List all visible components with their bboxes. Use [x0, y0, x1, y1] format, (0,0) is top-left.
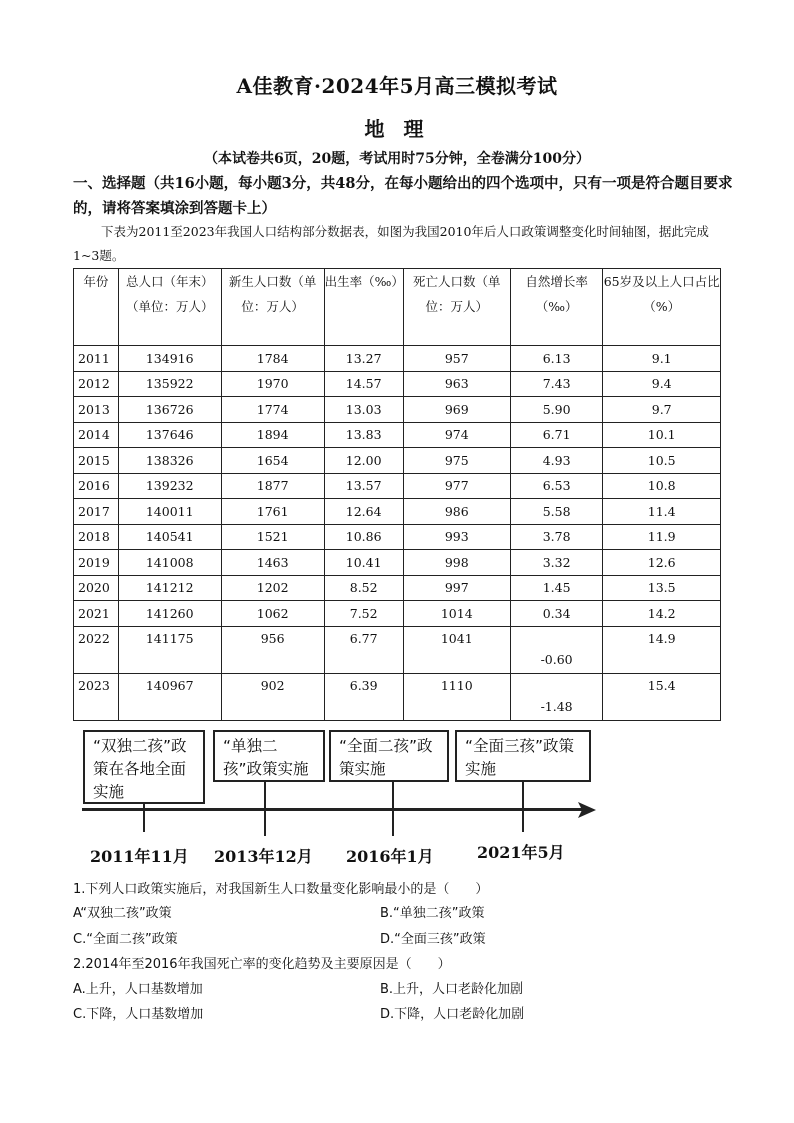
option-c: C.下降，人口基数增加	[73, 1007, 204, 1022]
cell: 13.03	[324, 397, 403, 423]
header-aged-65-share: 65岁及以上人口占比（%）	[603, 269, 721, 346]
cell: 2019	[74, 550, 119, 576]
cell: 1784	[221, 346, 324, 372]
cell: 141175	[118, 626, 221, 673]
cell: 0.34	[510, 601, 603, 627]
cell: 10.41	[324, 550, 403, 576]
table-row	[74, 550, 721, 576]
timeline-date: 2013年12月	[214, 847, 313, 866]
cell: 2016	[74, 473, 119, 499]
cell: 1463	[221, 550, 324, 576]
cell: 137646	[118, 422, 221, 448]
population-table	[73, 268, 721, 721]
timeline-event-box	[213, 730, 325, 782]
timeline-tick	[522, 782, 524, 832]
cell: 12.00	[324, 448, 403, 474]
table-row	[74, 473, 721, 499]
header-births: 新生人口数（单位：万人）	[221, 269, 324, 346]
cell: 2014	[74, 422, 119, 448]
cell: 993	[403, 524, 510, 550]
cell: 10.5	[603, 448, 721, 474]
cell: 1014	[403, 601, 510, 627]
cell: 1.45	[510, 575, 603, 601]
cell: 135922	[118, 371, 221, 397]
cell: 1894	[221, 422, 324, 448]
cell: 139232	[118, 473, 221, 499]
cell: 10.8	[603, 473, 721, 499]
cell: 12.64	[324, 499, 403, 525]
header-deaths: 死亡人口数（单位：万人）	[403, 269, 510, 346]
arrow-head-icon	[578, 802, 598, 818]
cell: 6.13	[510, 346, 603, 372]
cell: 13.57	[324, 473, 403, 499]
timeline-event-label: “双独二孩”政策在各地全面实施	[93, 737, 187, 801]
header-birth-rate: 出生率（‰）	[324, 269, 403, 346]
cell: 1970	[221, 371, 324, 397]
option-a: A“双独二孩”政策	[73, 906, 172, 921]
cell: 5.90	[510, 397, 603, 423]
table-row	[74, 575, 721, 601]
timeline-event-box	[455, 730, 591, 782]
cell: 2015	[74, 448, 119, 474]
cell: 6.53	[510, 473, 603, 499]
cell: 957	[403, 346, 510, 372]
cell: 7.52	[324, 601, 403, 627]
option-c: C.“全面二孩”政策	[73, 932, 178, 947]
header-total-population: 总人口（年末）（单位：万人）	[118, 269, 221, 346]
cell: 1774	[221, 397, 324, 423]
cell: 1654	[221, 448, 324, 474]
table-row	[74, 499, 721, 525]
cell: 10.86	[324, 524, 403, 550]
cell: 1202	[221, 575, 324, 601]
cell: -1.48	[510, 673, 603, 720]
timeline-event-label: “全面二孩”政策实施	[339, 737, 433, 778]
table-row	[74, 601, 721, 627]
table-row	[74, 626, 721, 673]
cell: 9.1	[603, 346, 721, 372]
cell: 2020	[74, 575, 119, 601]
cell: 9.7	[603, 397, 721, 423]
cell: 2023	[74, 673, 119, 720]
cell: 986	[403, 499, 510, 525]
timeline-event-label: “单独二孩”政策实施	[223, 737, 309, 778]
subject-title: 地 理	[364, 117, 430, 141]
cell: 902	[221, 673, 324, 720]
cell: 2017	[74, 499, 119, 525]
cell: 1110	[403, 673, 510, 720]
cell: 969	[403, 397, 510, 423]
timeline-event-box	[329, 730, 449, 782]
cell: -0.60	[510, 626, 603, 673]
cell: 141008	[118, 550, 221, 576]
cell: 998	[403, 550, 510, 576]
cell: 140967	[118, 673, 221, 720]
timeline-date: 2016年1月	[346, 847, 434, 866]
option-b: B.上升，人口老龄化加剧	[380, 982, 524, 997]
cell: 140011	[118, 499, 221, 525]
cell: 6.71	[510, 422, 603, 448]
table-row	[74, 397, 721, 423]
cell: 136726	[118, 397, 221, 423]
cell: 7.43	[510, 371, 603, 397]
cell: 4.93	[510, 448, 603, 474]
exam-title: A佳教育·2024年5月高三模拟考试	[236, 74, 558, 98]
table-row	[74, 346, 721, 372]
cell: 13.27	[324, 346, 403, 372]
cell: 2021	[74, 601, 119, 627]
cell: 138326	[118, 448, 221, 474]
cell: 977	[403, 473, 510, 499]
cell: 141260	[118, 601, 221, 627]
cell: 3.78	[510, 524, 603, 550]
cell: 14.57	[324, 371, 403, 397]
header-year: 年份	[74, 269, 119, 346]
cell: 2018	[74, 524, 119, 550]
intro-text: 下表为2011至2023年我国人口结构部分数据表，如图为我国2010年后人口政策调整变化时间轴图，据此完成1~3题。	[73, 224, 709, 263]
cell: 1877	[221, 473, 324, 499]
cell: 956	[221, 626, 324, 673]
option-d: D.“全面三孩”政策	[380, 932, 486, 947]
cell: 2011	[74, 346, 119, 372]
cell: 13.5	[603, 575, 721, 601]
table-row	[74, 371, 721, 397]
timeline-axis	[82, 808, 582, 811]
timeline-date: 2021年5月	[477, 843, 565, 862]
policy-timeline	[70, 722, 600, 872]
timeline-event-box	[83, 730, 205, 804]
cell: 12.6	[603, 550, 721, 576]
cell: 8.52	[324, 575, 403, 601]
option-a: A.上升，人口基数增加	[73, 982, 203, 997]
cell: 2013	[74, 397, 119, 423]
cell: 5.58	[510, 499, 603, 525]
option-b: B.“单独二孩”政策	[380, 906, 485, 921]
table-header-row	[74, 269, 721, 346]
cell: 974	[403, 422, 510, 448]
section-heading: 一、选择题（共16小题，每小题3分，共48分，在每小题给出的四个选项中，只有一项是符合题目要求的，请将答案填涂到答题卡上）	[73, 175, 733, 217]
timeline-tick	[264, 782, 266, 836]
cell: 1761	[221, 499, 324, 525]
cell: 1062	[221, 601, 324, 627]
cell: 997	[403, 575, 510, 601]
cell: 2022	[74, 626, 119, 673]
timeline-date: 2011年11月	[90, 847, 189, 866]
table-row	[74, 448, 721, 474]
cell: 11.9	[603, 524, 721, 550]
cell: 1041	[403, 626, 510, 673]
cell: 11.4	[603, 499, 721, 525]
question-stem: 2.2014年至2016年我国死亡率的变化趋势及主要原因是（ ）	[73, 957, 451, 972]
cell: 1521	[221, 524, 324, 550]
exam-note: （本试卷共6页，20题，考试用时75分钟，全卷满分100分）	[204, 151, 590, 167]
cell: 975	[403, 448, 510, 474]
cell: 9.4	[603, 371, 721, 397]
cell: 141212	[118, 575, 221, 601]
timeline-tick	[143, 804, 145, 832]
question-stem: 1.下列人口政策实施后，对我国新生人口数量变化影响最小的是（ ）	[73, 882, 489, 897]
header-natural-growth-rate: 自然增长率（‰）	[510, 269, 603, 346]
cell: 10.1	[603, 422, 721, 448]
table-row	[74, 524, 721, 550]
cell: 2012	[74, 371, 119, 397]
cell: 3.32	[510, 550, 603, 576]
option-d: D.下降，人口老龄化加剧	[380, 1007, 525, 1022]
cell: 963	[403, 371, 510, 397]
timeline-event-label: “全面三孩”政策实施	[465, 737, 575, 778]
cell: 140541	[118, 524, 221, 550]
cell: 13.83	[324, 422, 403, 448]
cell: 14.2	[603, 601, 721, 627]
timeline-tick	[392, 782, 394, 836]
cell: 134916	[118, 346, 221, 372]
table-row	[74, 673, 721, 720]
cell: 14.9	[603, 626, 721, 673]
table-row	[74, 422, 721, 448]
cell: 6.77	[324, 626, 403, 673]
cell: 15.4	[603, 673, 721, 720]
cell: 6.39	[324, 673, 403, 720]
